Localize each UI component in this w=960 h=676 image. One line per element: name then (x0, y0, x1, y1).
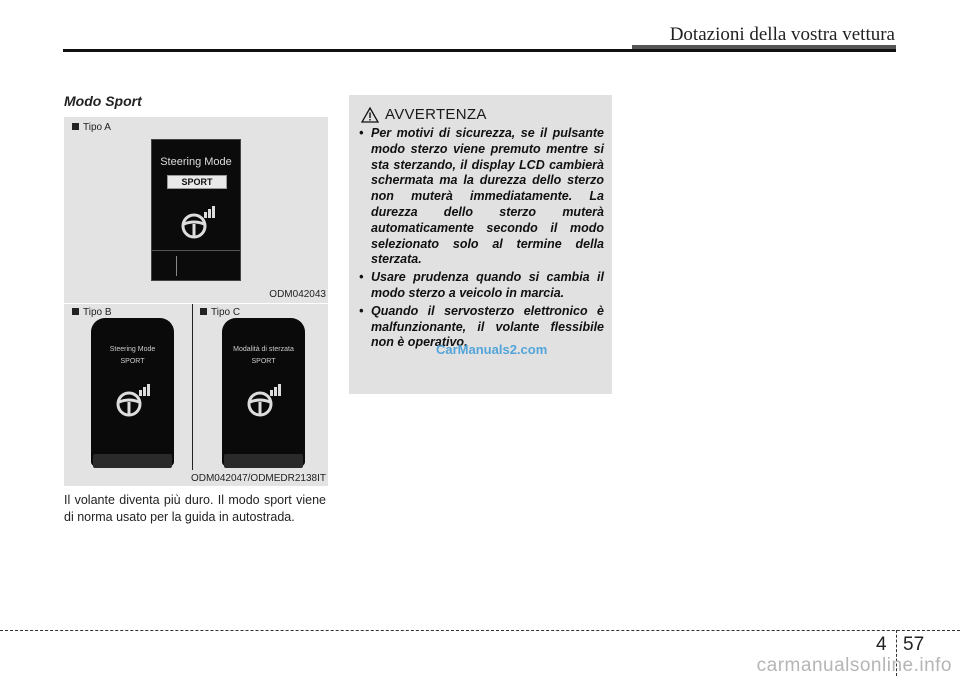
warning-item: • Usare prudenza quando si cambia il modo sterzo a veicolo in marcia. (359, 270, 604, 302)
figure-label-b: Tipo B (72, 307, 112, 318)
warning-list (359, 126, 604, 353)
watermark-bottom: carmanualsonline.info (756, 655, 952, 676)
warning-item: • Quando il servosterzo elettronico è malfunzionante, il volante flessibile non è operativo. (359, 304, 604, 351)
figure-tipo-a (64, 117, 328, 303)
watermark-mid: CarManuals2.com (436, 342, 548, 357)
warning-triangle-icon (361, 107, 379, 123)
page-chapter: 4 (876, 634, 887, 655)
button-c-base (224, 454, 303, 468)
lcd-divider (152, 250, 240, 251)
steering-button-b (91, 318, 174, 466)
figure-code-a: ODM042043 (269, 289, 326, 300)
header-rule (63, 49, 896, 52)
figure-code-bc: ODM042047/ODMEDR2138IT (190, 473, 326, 484)
button-c-line2: SPORT (251, 358, 276, 365)
steering-wheel-icon (113, 382, 153, 418)
footer-line (0, 630, 960, 631)
lcd-display (151, 139, 241, 281)
section-title: Modo Sport (64, 93, 142, 109)
figure-label-c: Tipo C (200, 307, 240, 318)
steering-wheel-icon (244, 382, 284, 418)
figure-tipo-bc (64, 303, 328, 486)
warning-title: AVVERTENZA (385, 106, 487, 123)
lcd-mode-box: SPORT (167, 175, 227, 189)
lcd-title: Steering Mode (160, 156, 232, 168)
page-number: 57 (903, 634, 925, 655)
figure-divider (192, 304, 193, 470)
button-b-base (93, 454, 172, 468)
button-b-line2: SPORT (120, 358, 145, 365)
square-bullet-icon (72, 123, 79, 130)
steering-button-c (222, 318, 305, 466)
square-bullet-icon (72, 308, 79, 315)
header-title: Dotazioni della vostra vettura (669, 24, 895, 45)
button-c-line1: Modalità di sterzata (233, 346, 294, 353)
body-paragraph: Il volante diventa più duro. Il modo sport viene di norma usato per la guida in autostrada. (64, 493, 326, 524)
button-b-line1: Steering Mode (109, 346, 156, 353)
lcd-tick (176, 256, 177, 276)
warning-item: • Per motivi di sicurezza, se il pulsante modo sterzo viene premuto mentre si sta sterzando, il display LCD cambierà schermata ma la durezza dello sterzo non muterà immediatamente. La durezza dello sterzo muterà automaticamente secondo il modo selezionato solo al termine della sterzata. (359, 126, 604, 268)
steering-wheel-icon (178, 204, 218, 240)
square-bullet-icon (200, 308, 207, 315)
figure-label-a: Tipo A (72, 122, 111, 133)
